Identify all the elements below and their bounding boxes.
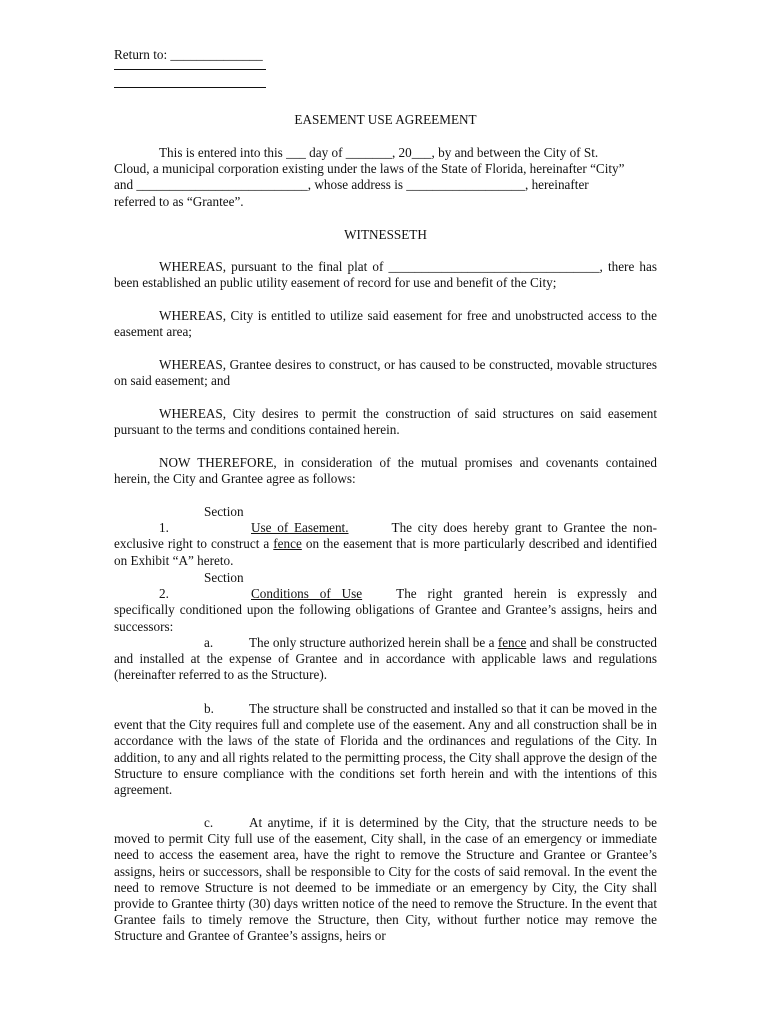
section-1-text-before: The city does hereby grant to Grantee the non-exclusive right to construct a (114, 520, 658, 552)
item-a-text-after: and shall be constructed and installed at the expense of Grantee and in accordance with applicable laws and regulations (hereinafter referred to as the Structure). (114, 635, 657, 683)
return-to-address-line-2 (114, 86, 266, 88)
whereas-clause-1: WHEREAS, pursuant to the final plat of ________________________________, there has been established an public utility easement of record for use and benefit of the City; (114, 259, 657, 291)
item-a-fence: fence (497, 635, 527, 650)
document-title: EASEMENT USE AGREEMENT (294, 112, 477, 127)
intro-line-3: and __________________________, whose address is __________________, hereinafter (114, 177, 589, 193)
item-a-letter: a. (204, 635, 214, 650)
item-c-paragraph (114, 815, 657, 945)
return-to-label: Return to: (114, 47, 171, 62)
item-b-text: The structure shall be constructed and installed so that it can be moved in the event that the City requires full and complete use of the easement. Any and all construction shall be in accordance with the laws of the state of Florida and the ordinances and regulations of the City. In addition, to any and all rights related to the permitting process, the City shall approve the design of the Structure to ensure compliance with the conditions set forth herein and with the intentions of this agreement. (114, 701, 657, 798)
section-1-number: Section 1. (159, 504, 244, 536)
intro-paragraph (114, 145, 657, 210)
section-1-paragraph (114, 504, 657, 569)
intro-line-1: This is entered into this ___ day of _______, 20___, by and between the City of St. (159, 145, 599, 160)
whereas-clause-4: WHEREAS, City desires to permit the construction of said structures on said easement pursuant to the terms and conditions contained herein. (114, 406, 657, 438)
item-a-text-before: The only structure authorized herein shall be a (249, 635, 498, 650)
item-b-letter: b. (204, 701, 214, 716)
return-to-line (114, 47, 657, 63)
return-to-block (114, 47, 657, 88)
whereas-clause-2: WHEREAS, City is entitled to utilize said easement for free and unobstructed access to the easement area; (114, 308, 657, 340)
section-1-text-after: on the easement that is more particularly described and identified on Exhibit “A” hereto. (114, 536, 657, 568)
section-1-heading: Use of Easement. (251, 520, 349, 536)
whereas-clause-3: WHEREAS, Grantee desires to construct, or has caused to be constructed, movable structures on said easement; and (114, 357, 657, 389)
section-1-fence: fence (273, 536, 302, 552)
item-c-text: At anytime, if it is determined by the City, that the structure needs to be moved to permit City full use of the easement, City shall, in the case of an emergency or immediate need to access the easement area, have the right to remove the Structure and Grantee or Grantee’s assigns, heirs or successors, shall be responsible to City for the costs of said removal. In the event the need to remove Structure is not deemed to be immediate or an emergency by City, the City shall provide to Grantee thirty (30) days written notice of the need to remove the Structure. In the event that Grantee fails to timely remove the Structure, then City, without further notice may remove the Structure and Grantee of Grantee’s assigns, heirs or (114, 815, 657, 944)
section-2-number: Section 2. (159, 570, 244, 602)
return-to-address-line-1 (114, 68, 266, 70)
item-a-paragraph (114, 635, 657, 684)
section-2-paragraph (114, 570, 657, 635)
section-2-text: The right granted herein is expressly and specifically conditioned upon the following obligations of Grantee and Grantee’s assigns, heirs and successors: (114, 586, 657, 634)
intro-line-2: Cloud, a municipal corporation existing under the laws of the State of Florida, hereinafter “City” (114, 161, 625, 177)
intro-line-4: referred to as “Grantee”. (114, 193, 244, 209)
witnesseth-heading: WITNESSETH (344, 227, 427, 242)
item-b-paragraph (114, 701, 657, 798)
return-to-blank: ______________ (170, 47, 263, 62)
now-therefore-paragraph: NOW THEREFORE, in consideration of the mutual promises and covenants contained herein, the City and Grantee agree as follows: (114, 455, 657, 487)
item-c-letter: c. (204, 815, 214, 830)
section-2-heading: Conditions of Use (251, 586, 363, 602)
